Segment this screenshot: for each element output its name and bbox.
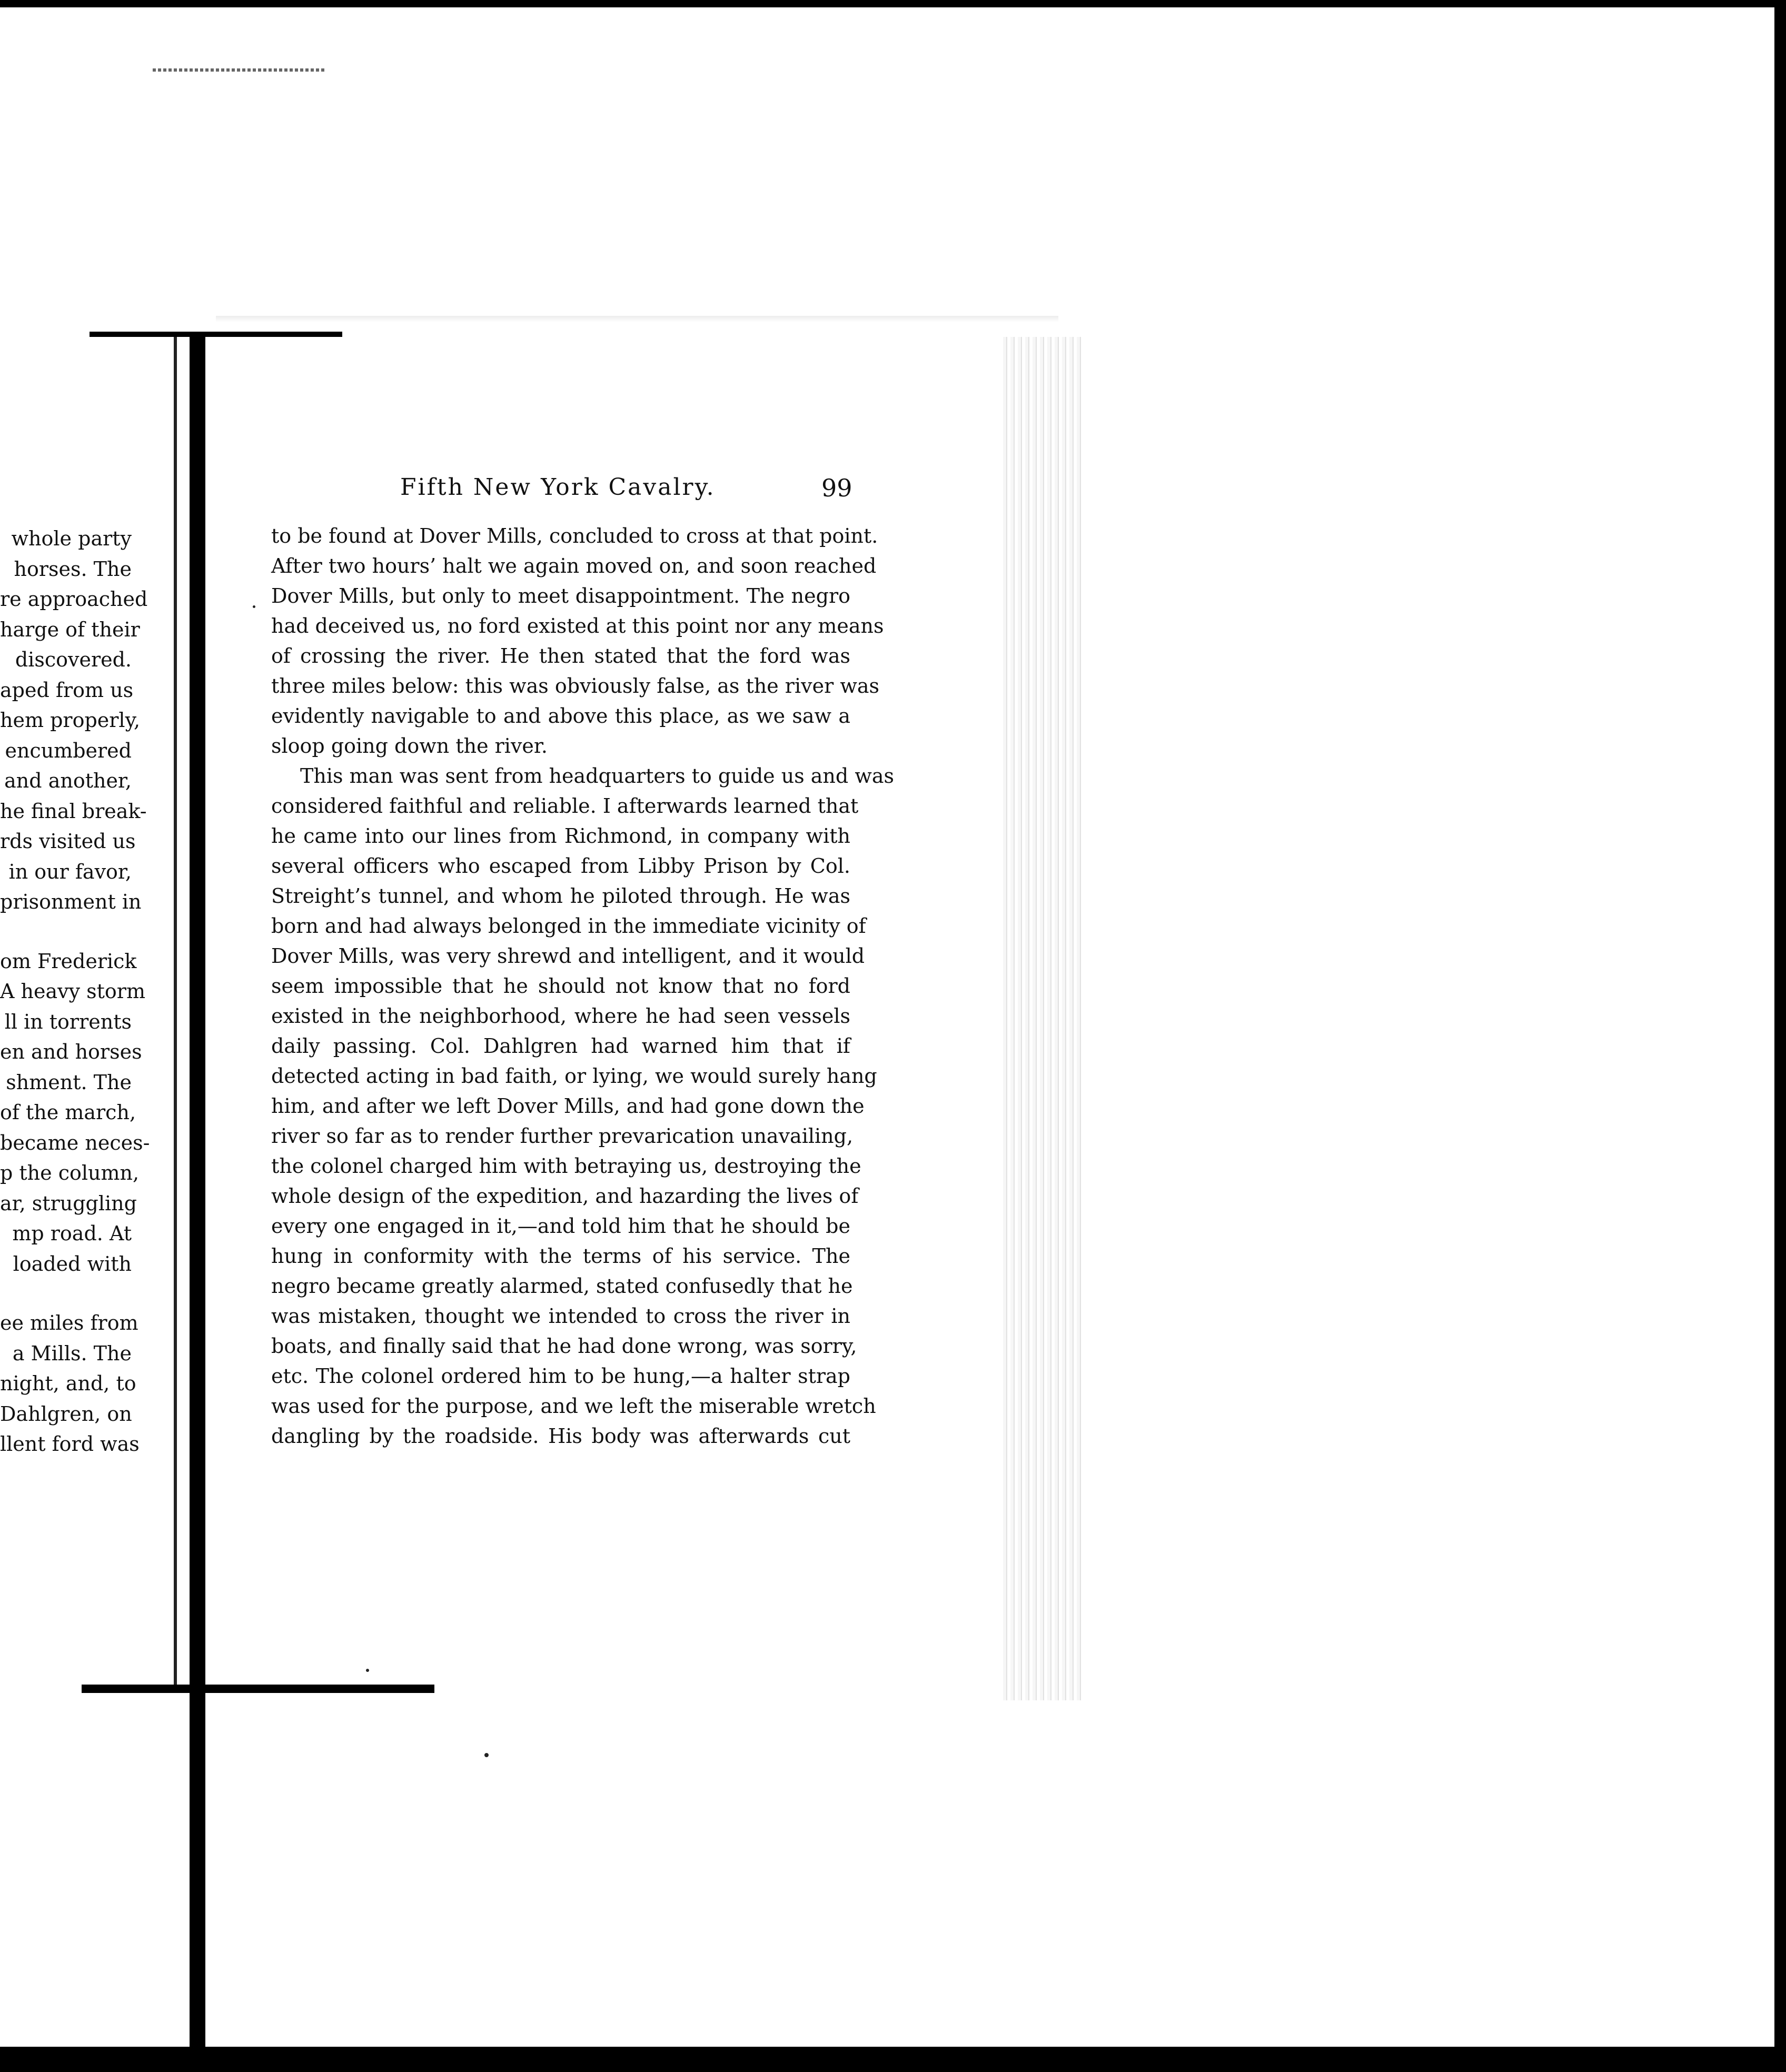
text-line: born and had always belonged in the immediate vicinity of — [271, 914, 866, 938]
left-page-line: ar, struggling — [0, 1191, 137, 1215]
text-line: sloop going down the river. — [271, 734, 548, 758]
speck — [366, 1669, 369, 1672]
left-page-line: harge of their — [0, 617, 140, 641]
left-page-line: om Frederick — [0, 949, 137, 973]
text-line: negro became greatly alarmed, stated confusedly that he — [271, 1274, 853, 1298]
left-page-line: loaded with — [13, 1252, 132, 1276]
text-line: evidently navigable to and above this place, as we saw a — [271, 704, 850, 728]
left-page-fragment — [0, 524, 150, 1460]
left-page-line: became neces- — [0, 1131, 150, 1154]
text-line: river so far as to render further prevarication unavailing, — [271, 1124, 854, 1148]
text-line: existed in the neighborhood, where he had seen vessels — [271, 1004, 850, 1028]
left-page-line: re approached — [0, 587, 148, 611]
left-page-line: encumbered — [5, 739, 132, 762]
text-line: several officers who escaped from Libby Prison by Col. — [271, 854, 850, 878]
text-line: to be found at Dover Mills, concluded to cross at that point. — [271, 524, 878, 547]
scan-border-bottom — [0, 2047, 1786, 2072]
text-line: whole design of the expedition, and hazarding the lives of — [271, 1184, 859, 1208]
left-page-line: Dahlgren, on — [0, 1402, 132, 1426]
left-page-line: rds visited us — [0, 830, 136, 853]
left-page-line: a Mills. The — [12, 1341, 132, 1365]
text-line: considered faithful and reliable. I afterwards learned that — [271, 794, 859, 818]
text-line: This man was sent from headquarters to guide us and was — [300, 764, 894, 788]
text-line: three miles below: this was obviously false, as the river was — [271, 674, 880, 698]
text-line: Dover Mills, was very shrewd and intelligent, and it would — [271, 944, 865, 968]
body-text — [271, 521, 894, 1451]
speck — [484, 1753, 489, 1757]
left-page-line: of the march, — [0, 1101, 136, 1124]
left-page-line: llent ford was — [0, 1432, 140, 1456]
speck — [253, 605, 255, 608]
paragraph-gap — [0, 1279, 132, 1308]
page-number: 99 — [821, 474, 852, 502]
left-page-line: ee miles from — [0, 1311, 138, 1334]
left-page-line: whole party — [11, 527, 132, 550]
left-page-line: ll in torrents — [4, 1010, 132, 1033]
text-line: of crossing the river. He then stated that the ford was — [271, 644, 850, 668]
scan-dash-mark — [153, 68, 326, 72]
left-page-line: night, and, to — [0, 1372, 136, 1395]
running-head: Fifth New York Cavalry. — [400, 474, 716, 501]
text-line: hung in conformity with the terms of his service. The — [271, 1244, 850, 1268]
scan-border-top — [0, 0, 1786, 7]
text-line: Dover Mills, but only to meet disappointment. The negro — [271, 584, 850, 607]
left-page-line: p the column, — [0, 1161, 140, 1184]
text-line: had deceived us, no ford existed at this point nor any means — [271, 614, 884, 637]
left-page-line: shment. The — [6, 1070, 132, 1094]
left-page-edge — [174, 337, 177, 1685]
left-page-line: horses. The — [14, 557, 132, 581]
text-line: Streight’s tunnel, and whom he piloted through. He was — [271, 884, 850, 908]
text-line: was used for the purpose, and we left the miserable wretch — [271, 1394, 876, 1418]
text-line: was mistaken, thought we intended to cross the river in — [271, 1304, 850, 1328]
text-line: the colonel charged him with betraying us, destroying the — [271, 1154, 861, 1178]
text-line: him, and after we left Dover Mills, and had gone down the — [271, 1094, 865, 1118]
left-page-line: en and horses — [0, 1040, 142, 1063]
left-page-line: prisonment in — [0, 890, 142, 913]
left-page-line: mp road. At — [12, 1222, 132, 1245]
text-line: boats, and finally said that he had done wrong, was sorry, — [271, 1334, 857, 1358]
left-page-line: and another, — [4, 769, 132, 792]
text-line: daily passing. Col. Dahlgren had warned him that if — [271, 1034, 850, 1058]
left-page-line: A heavy storm — [0, 980, 146, 1003]
scan-border-right — [1774, 0, 1786, 2072]
text-line: detected acting in bad faith, or lying, we would surely hang — [271, 1064, 877, 1088]
text-line: every one engaged in it,—and told him that he should be — [271, 1214, 850, 1238]
text-line: etc. The colonel ordered him to be hung,—a halter strap — [271, 1364, 850, 1388]
page-stack-edge — [1003, 337, 1082, 1700]
paragraph-gap — [0, 918, 132, 947]
left-page-line: discovered. — [15, 648, 132, 671]
left-page-line: in our favor, — [8, 860, 132, 883]
book-spine — [190, 337, 205, 2048]
text-line: After two hours’ halt we again moved on, and soon reached — [271, 554, 877, 577]
spine-top-bar — [90, 332, 342, 337]
spine-bottom-bar — [82, 1685, 434, 1693]
left-page-line: aped from us — [0, 678, 134, 702]
text-line: he came into our lines from Richmond, in company with — [271, 824, 850, 848]
text-line: seem impossible that he should not know that no ford — [271, 974, 850, 998]
left-page-line: hem properly, — [0, 709, 141, 732]
left-page-line: he final break- — [0, 799, 147, 823]
text-line: dangling by the roadside. His body was afterwards cut — [271, 1424, 850, 1448]
page-top-edge — [216, 316, 1058, 322]
